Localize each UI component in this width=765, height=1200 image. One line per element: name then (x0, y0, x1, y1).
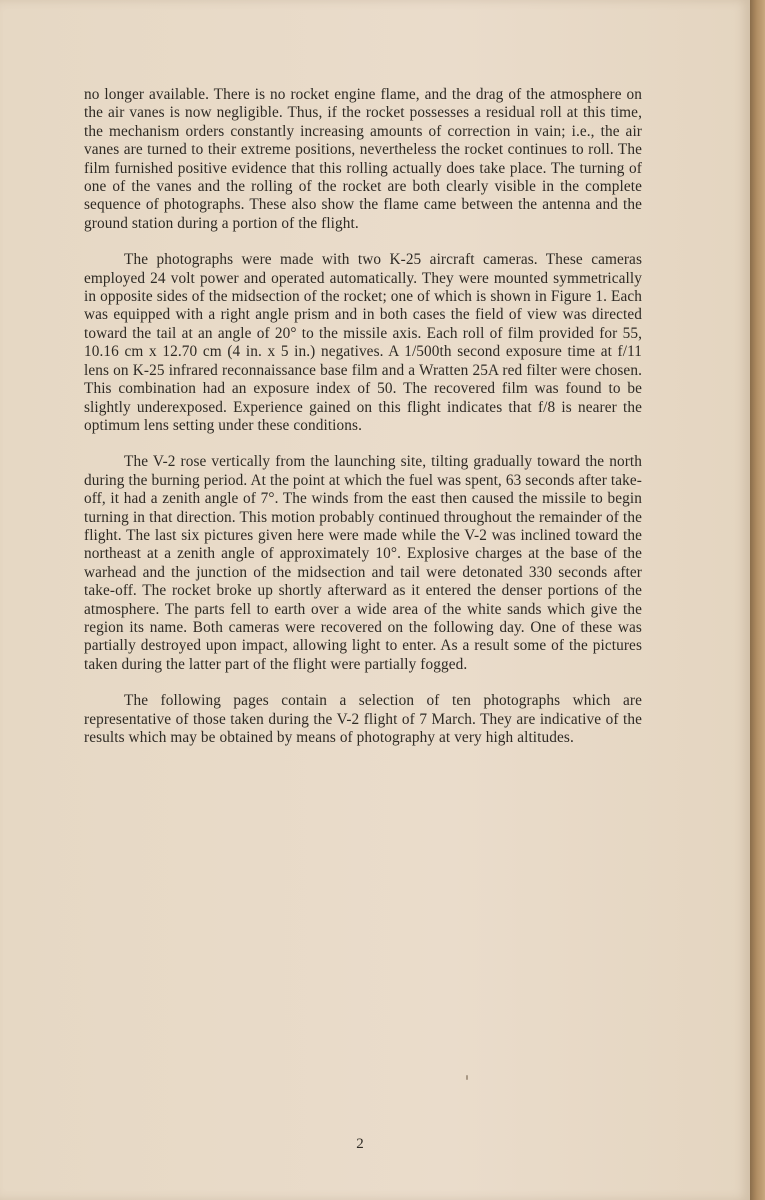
paragraph-continuation: no longer available. There is no rocket engine flame, and the drag of the atmosphere on the air vanes is now negligible. Thus, if the rocket possesses a residual roll at this time, the mechanism orders constantly increasing amounts of correction in vain; i.e., the air vanes are turned to their extreme positions, nevertheless the rocket continues to roll. The film furnished positive evidence that this rolling actually does take place. The turning of one of the vanes and the rolling of the rocket are both clearly visible in the complete sequence of photographs. These also show the flame came between the antenna and the ground station during a portion of the flight. (84, 86, 642, 232)
body-text (84, 86, 642, 765)
page-number: 2 (356, 1136, 364, 1152)
paragraph-conclusion: The following pages contain a selection of ten photographs which are representative of those taken during the V-2 flight of 7 March. They are indicative of the results which may be obtained by means of photography at very high altitudes. (84, 692, 642, 746)
paragraph-flight-path: The V-2 rose vertically from the launching site, tilting gradually toward the north during the burning period. At the point at which the fuel was spent, 63 seconds after take-off, it had a zenith angle of 7°. The winds from the east then caused the missile to begin turning in that direction. This motion probably continued throughout the remainder of the flight. The last six pictures given here were made while the V-2 was inclined toward the northeast at a zenith angle of approximately 10°. Explosive charges at the base of the warhead and the junction of the midsection and tail were detonated 330 seconds after take-off. The rocket broke up shortly afterward as it entered the denser portions of the atmosphere. The parts fell to earth over a wide area of the white sands which give the region its name. Both cameras were recovered on the following day. One of these was partially destroyed upon impact, allowing light to enter. As a result some of the pictures taken during the latter part of the flight were partially fogged. (84, 453, 642, 673)
paragraph-cameras: The photographs were made with two K-25 aircraft cameras. These cameras employed 24 volt power and operated automatically. They were mounted symmetrically in opposite sides of the midsection of the rocket; one of which is shown in Figure 1. Each was equipped with a right angle prism and in both cases the field of view was directed toward the tail at an angle of 20° to the missile axis. Each roll of film provided for 55, 10.16 cm x 12.70 cm (4 in. x 5 in.) negatives. A 1/500th second exposure time at f/11 lens on K-25 infrared reconnaissance base film and a Wratten 25A red filter were chosen. This combination had an exposure index of 50. The recovered film was found to be slightly underexposed. Experience gained on this flight indicates that f/8 is nearer the optimum lens setting under these conditions. (84, 251, 642, 434)
page-edge-binding (750, 0, 765, 1200)
paper-speck (466, 1075, 468, 1080)
